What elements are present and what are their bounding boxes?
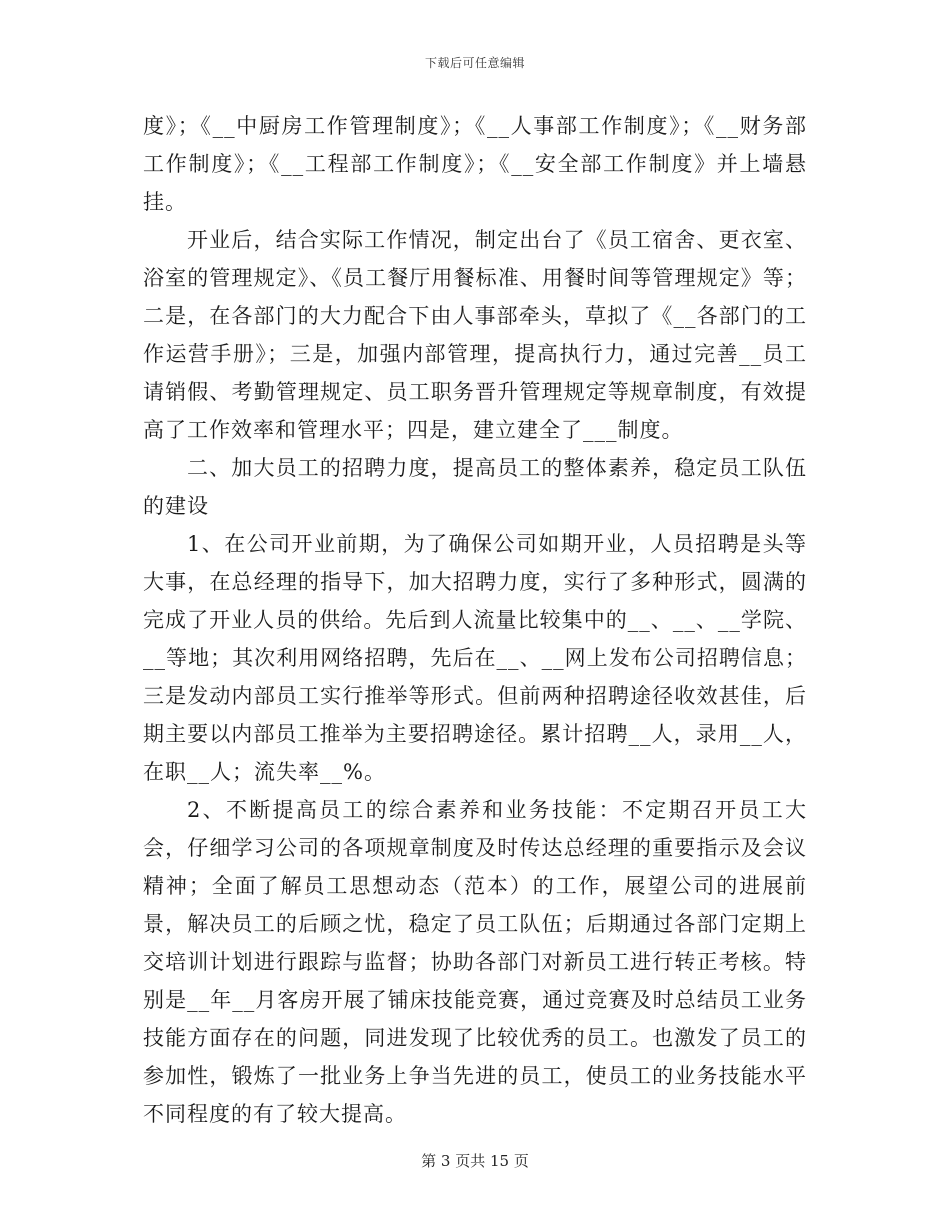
- page-number-footer: 第 3 页共 15 页: [421, 1152, 529, 1170]
- paragraph-training-item-2: 2、不断提高员工的综合素养和业务技能：不定期召开员工大会，仔细学习公司的各项规章制度及时传达总经理的重要指示及会议精神；全面了解员工思想动态（范本）的工作，展望公司的进展前景，解决员工的后顾之忧，稳定了员工队伍；后期通过各部门定期上交培训计划进行跟踪与监督；协助各部门对新员工进行转正考核。特别是__年__月客房开展了铺床技能竞赛，通过竞赛及时总结员工业务技能方面存在的问题，同进发现了比较优秀的员工。也激发了员工的参加性，锻炼了一批业务上争当先进的员工，使员工的业务技能水平不同程度的有了较大提高。: [143, 798, 807, 1126]
- document-body: [143, 107, 807, 1133]
- page-header-note: 下载后可任意编辑: [424, 56, 525, 70]
- paragraph-post-opening-rules: 开业后，结合实际工作情况，制定出台了《员工宿舍、更衣室、浴室的管理规定》、《员工餐厅用餐标准、用餐时间等管理规定》等；二是，在各部门的大力配合下由人事部牵头，草拟了《__各部门的工作运营手册》；三是，加强内部管理，提高执行力，通过完善__员工请销假、考勤管理规定、员工职务晋升管理规定等规章制度，有效提高了工作效率和管理水平；四是，建立建全了___制度。: [143, 228, 807, 442]
- paragraph-regulations-continued: 度》；《__中厨房工作管理制度》；《__人事部工作制度》；《__财务部工作制度》；《__工程部工作制度》；《__安全部工作制度》并上墙悬挂。: [143, 114, 807, 214]
- paragraph-recruitment-item-1: 1、在公司开业前期，为了确保公司如期开业，人员招聘是头等大事，在总经理的指导下，加大招聘力度，实行了多种形式，圆满的完成了开业人员的供给。先后到人流量比较集中的__、__、__学院、__等地；其次利用网络招聘，先后在__、__网上发布公司招聘信息；三是发动内部员工实行推举等形式。但前两种招聘途径收效甚佳，后期主要以内部员工推举为主要招聘途径。累计招聘__人，录用__人，在职__人；流失率__%。: [143, 532, 807, 784]
- section-heading-recruitment: 二、加大员工的招聘力度，提高员工的整体素养，稳定员工队伍的建设: [143, 456, 807, 518]
